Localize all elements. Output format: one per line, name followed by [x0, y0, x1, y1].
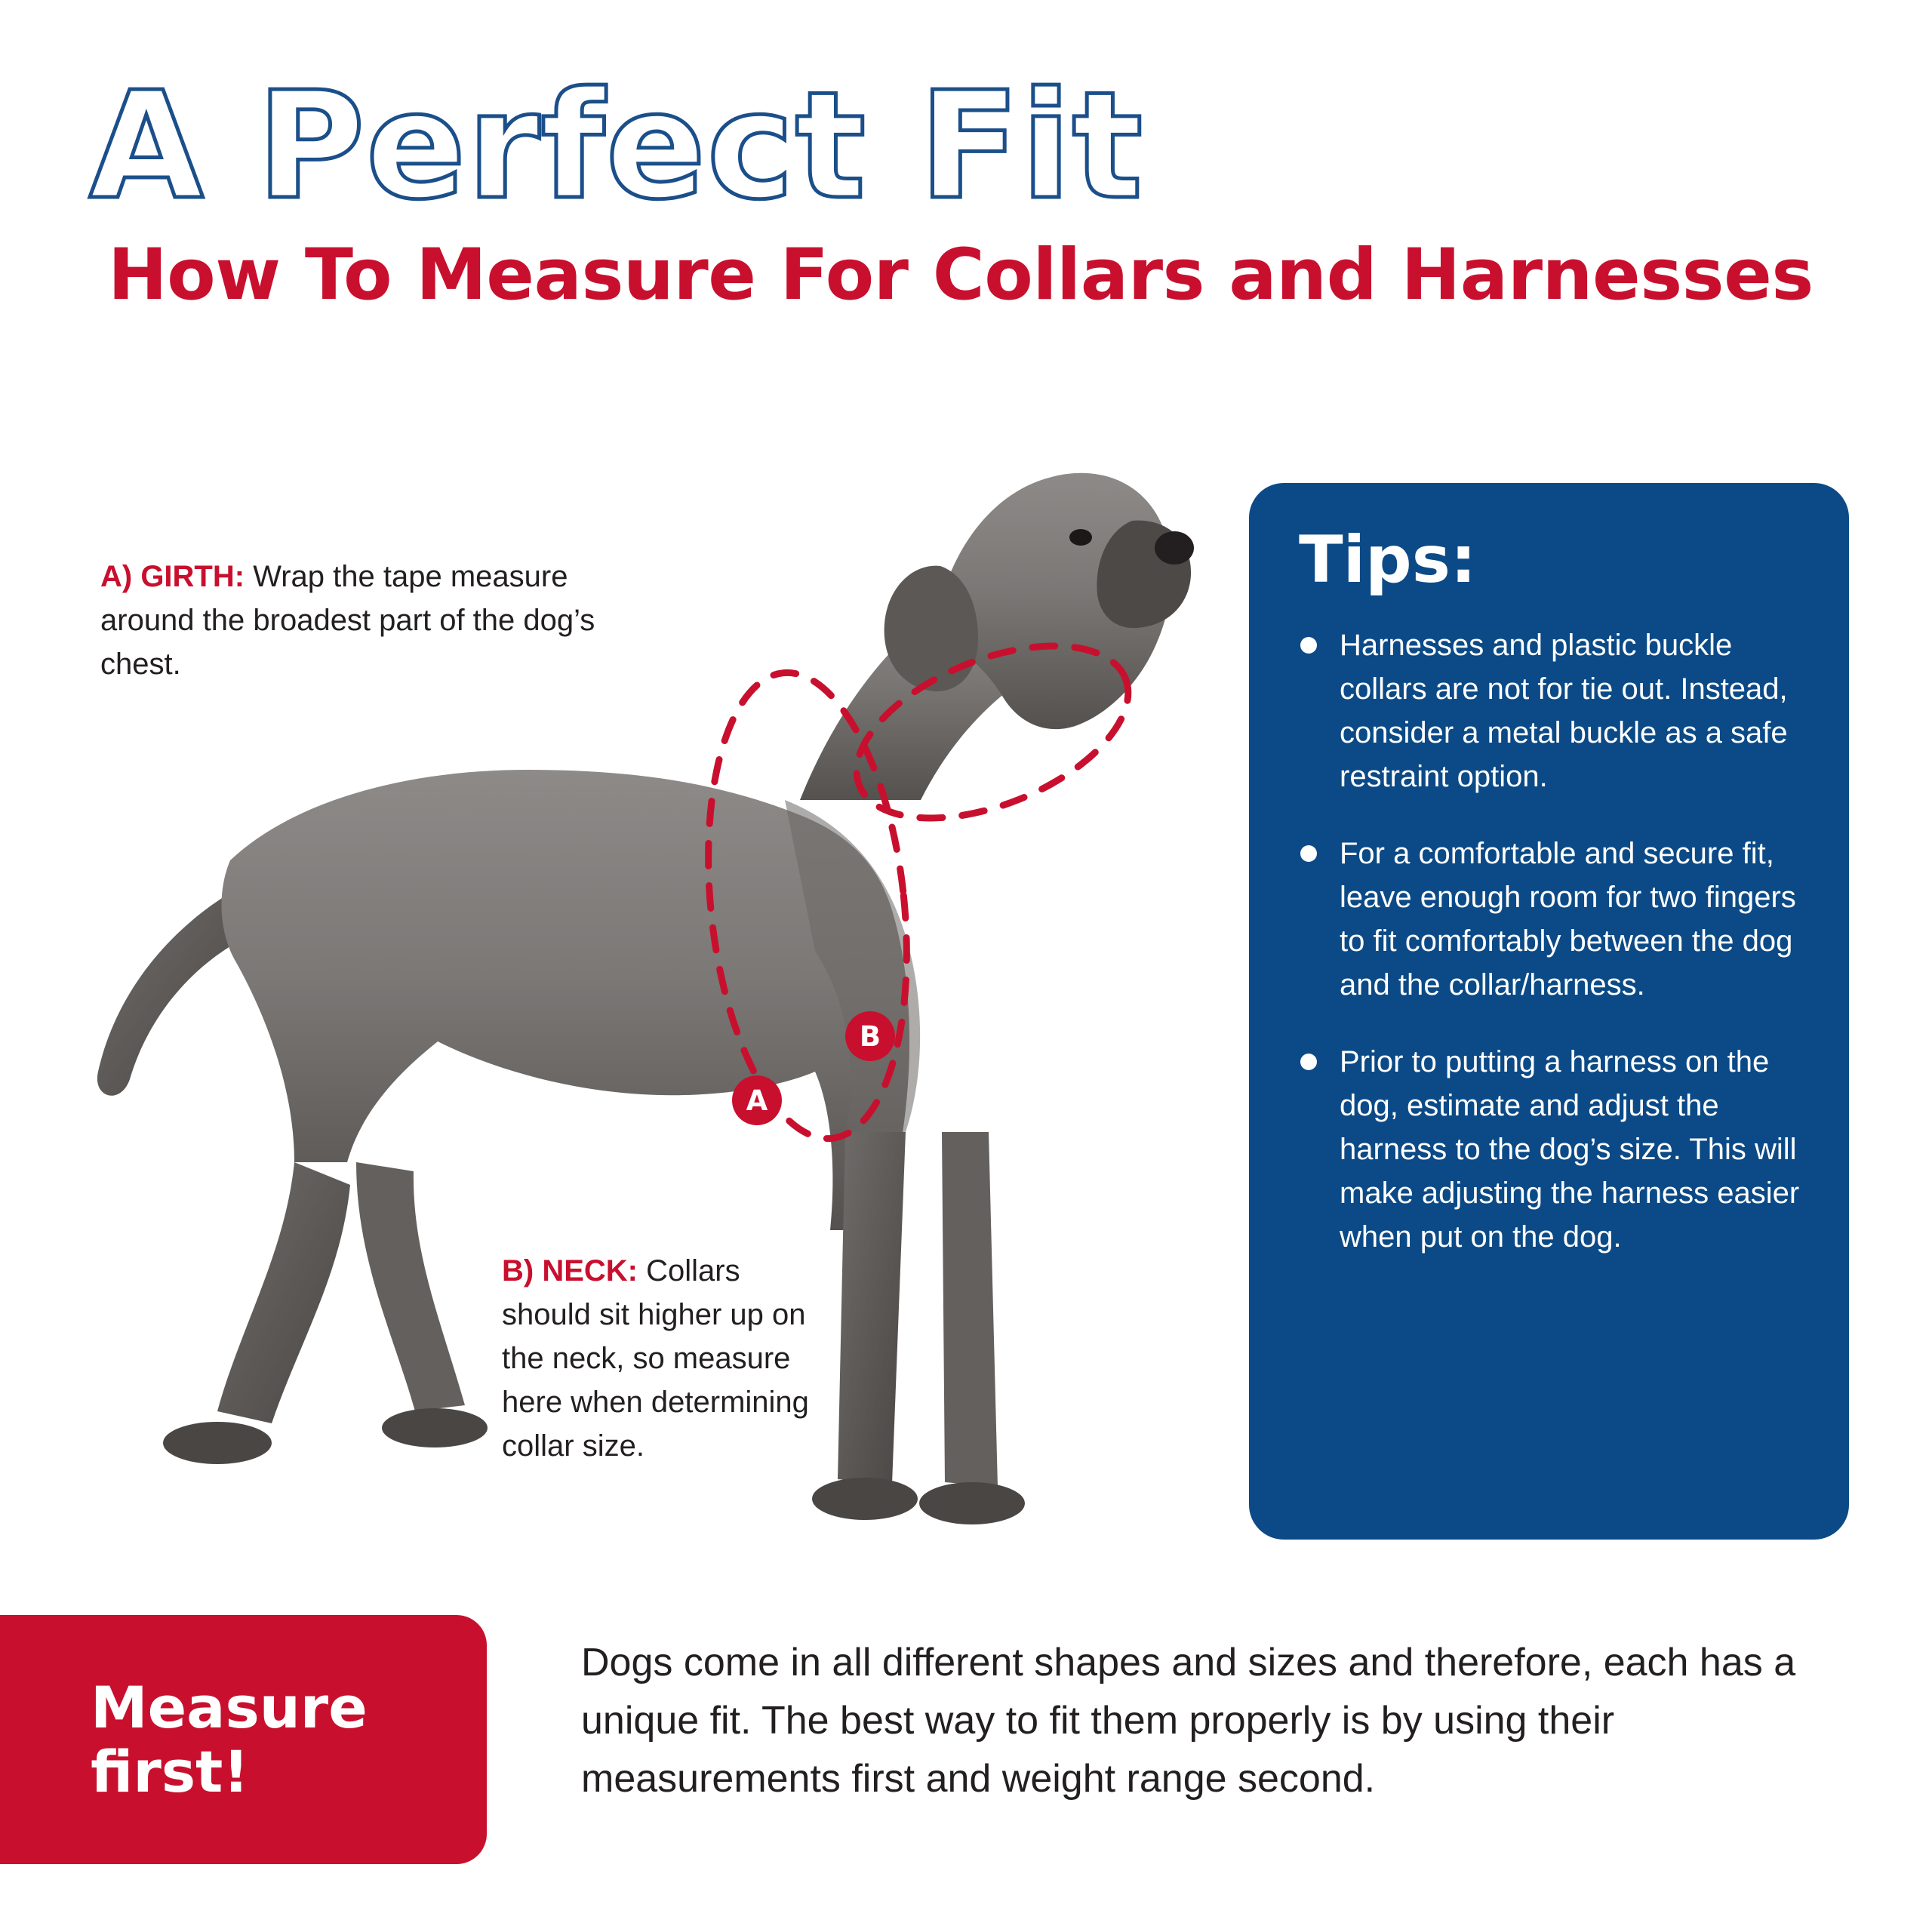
bullet-icon: [1300, 1054, 1317, 1070]
bullet-icon: [1300, 637, 1317, 654]
neck-label: B) NECK:: [502, 1254, 638, 1287]
page-header: [89, 60, 1847, 316]
dog-diagram: [45, 408, 1223, 1585]
dog-illustration: [45, 408, 1223, 1585]
measure-first-badge: [0, 1615, 487, 1864]
girth-text: Wrap the tape measure around the broadest part of the dog’s chest.: [100, 560, 595, 681]
tip-text: For a comfortable and secure fit, leave enough room for two fingers to fit comfortably between the dog and the collar/harness.: [1340, 837, 1796, 1001]
bullet-icon: [1300, 845, 1317, 862]
tips-panel: [1249, 483, 1849, 1540]
tip-item: [1296, 832, 1804, 1007]
neck-text: Collars should sit higher up on the neck, so measure here when determining collar size.: [502, 1254, 809, 1463]
tip-text: Harnesses and plastic buckle collars are not for tie out. Instead, consider a metal buckle as a safe restraint option.: [1340, 629, 1788, 793]
footer-description: Dogs come in all different shapes and sizes and therefore, each has a unique fit. The best way to fit them properly is by using their measurements first and weight range second.: [581, 1641, 1796, 1801]
marker-b: B: [845, 1011, 895, 1061]
page-title: A Perfect Fit: [89, 60, 1144, 232]
measure-badge-line1: Measure: [91, 1673, 368, 1741]
tip-item: [1296, 1040, 1804, 1259]
page-subtitle: How To Measure For Collars and Harnesses: [108, 234, 1814, 316]
measure-badge-line2: first!: [91, 1738, 250, 1805]
tips-title: Tips:: [1299, 522, 1477, 598]
measure-badge-text: [91, 1675, 368, 1804]
marker-a: A: [732, 1075, 782, 1125]
tip-item: [1296, 623, 1804, 798]
girth-label: A) GIRTH:: [100, 560, 245, 593]
tip-text: Prior to putting a harness on the dog, estimate and adjust the harness to the dog’s size. This will make adjusting the harness easier when put on the dog.: [1340, 1045, 1800, 1254]
